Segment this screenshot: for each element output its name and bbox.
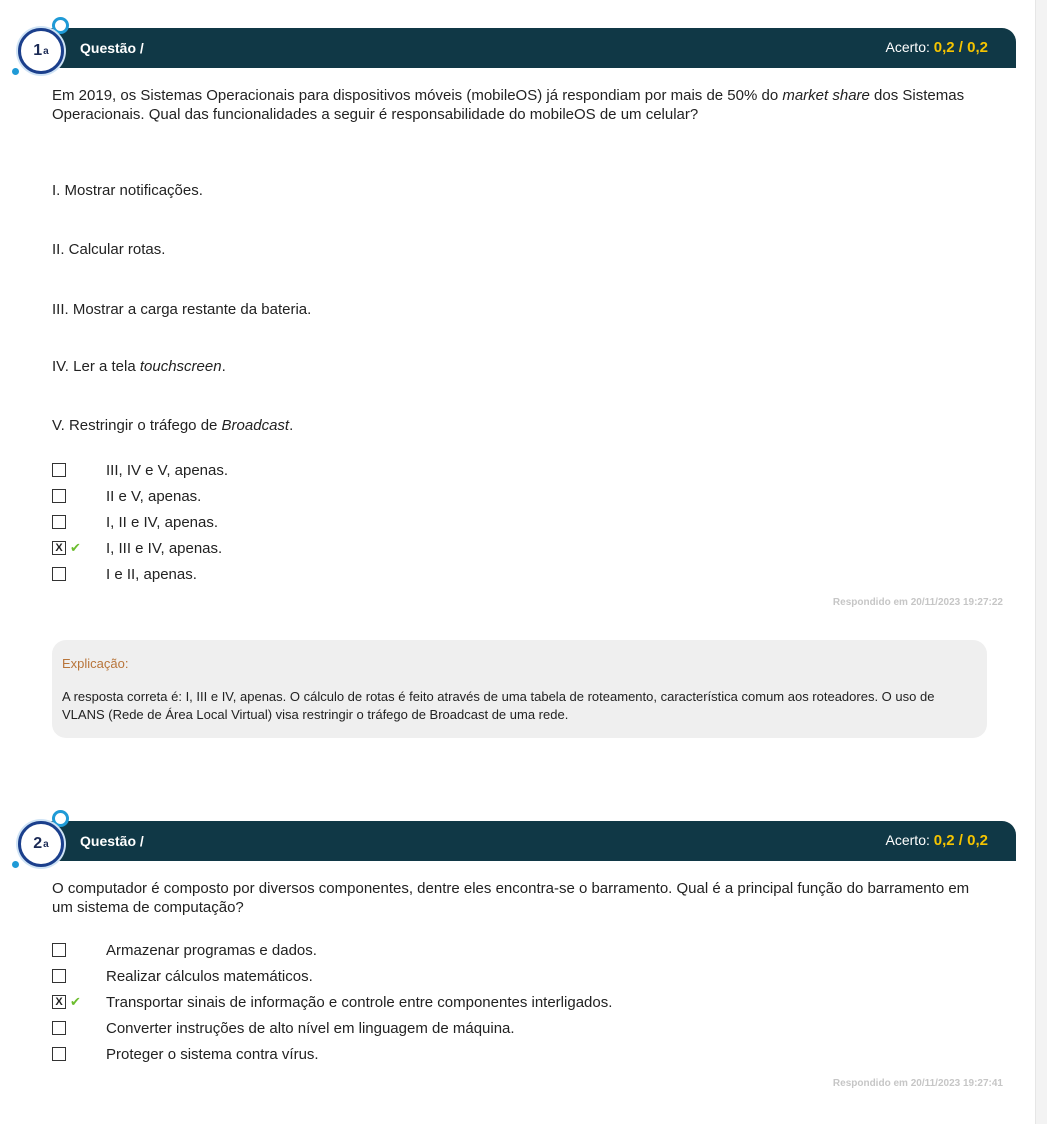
statement-item: IV. Ler a tela touchscreen. xyxy=(52,358,226,375)
answer-option-label: I, II e IV, apenas. xyxy=(106,513,219,531)
score-value: 0,2 xyxy=(933,39,955,56)
check-mark-icon: ✔ xyxy=(70,540,81,555)
answer-option[interactable] xyxy=(52,457,228,483)
answer-option-label: Armazenar programas e dados. xyxy=(106,941,317,959)
score-separator: / xyxy=(954,39,968,56)
checkbox-unchecked-icon[interactable] xyxy=(52,489,66,503)
question-ordinal: a xyxy=(43,838,49,850)
answer-options xyxy=(52,937,612,1067)
question-number-badge xyxy=(18,28,64,74)
statement-item: V. Restringir o tráfego de Broadcast. xyxy=(52,417,294,434)
score-separator: / xyxy=(954,832,968,849)
question-number: 1 xyxy=(33,42,43,59)
score-total: 0,2 xyxy=(967,832,988,849)
question-title: Questão / xyxy=(80,40,144,56)
answer-option[interactable] xyxy=(52,561,228,587)
score xyxy=(886,832,988,849)
score-value: 0,2 xyxy=(933,832,955,849)
answer-options xyxy=(52,457,228,587)
answer-option[interactable] xyxy=(52,1015,612,1041)
question-number: 2 xyxy=(33,835,43,852)
score-label: Acerto: xyxy=(885,39,930,55)
answer-option-label: III, IV e V, apenas. xyxy=(106,461,229,479)
checkbox-checked-icon[interactable]: X xyxy=(52,541,66,555)
statement-item: II. Calcular rotas. xyxy=(52,241,166,258)
answered-timestamp: Respondido em 20/11/2023 19:27:22 xyxy=(832,597,1003,608)
answer-option[interactable] xyxy=(52,509,228,535)
score-label: Acerto: xyxy=(885,832,930,848)
answered-timestamp: Respondido em 20/11/2023 19:27:41 xyxy=(832,1078,1003,1089)
answer-option[interactable] xyxy=(52,937,612,963)
checkbox-checked-icon[interactable]: X xyxy=(52,995,66,1009)
answer-option-label: I, III e IV, apenas. xyxy=(106,539,223,557)
question-1-stem: Em 2019, os Sistemas Operacionais para dispositivos móveis (mobileOS) já respondiam por mais de 50% do market share dos Sistemas Operacionais. Qual das funcionalidades a seguir é responsabilidade do mobileOS de um celular? xyxy=(52,87,965,123)
decor-dot-icon xyxy=(12,861,19,868)
checkbox-unchecked-icon[interactable] xyxy=(52,943,66,957)
answer-option-label: Realizar cálculos matemáticos. xyxy=(106,967,313,985)
question-ordinal: a xyxy=(43,45,49,57)
answer-option[interactable] xyxy=(52,483,228,509)
score-total: 0,2 xyxy=(967,39,988,56)
score xyxy=(886,39,988,56)
checkbox-unchecked-icon[interactable] xyxy=(52,463,66,477)
answer-option-label: I e II, apenas. xyxy=(106,565,197,583)
checkbox-unchecked-icon[interactable] xyxy=(52,969,66,983)
answer-option-label: Transportar sinais de informação e controle entre componentes interligados. xyxy=(106,993,613,1011)
explanation-text: A resposta correta é: I, III e IV, apenas. O cálculo de rotas é feito através de uma tabela de roteamento, característica comum aos roteadores. O uso de VLANS (Rede de Área Local Virtual) visa restringir o tráfego de Broadcast de uma rede. xyxy=(62,689,935,722)
question-title: Questão / xyxy=(80,833,144,849)
answer-option-selected[interactable] xyxy=(52,989,612,1015)
explanation-box xyxy=(52,640,987,738)
question-2-stem: O computador é composto por diversos componentes, dentre eles encontra-se o barramento. Qual é a principal função do barramento em um sistema de computação? xyxy=(52,880,970,916)
answer-option-label: Proteger o sistema contra vírus. xyxy=(106,1045,319,1063)
scrollbar-track[interactable] xyxy=(1035,0,1047,1124)
decor-dot-icon xyxy=(12,68,19,75)
checkbox-unchecked-icon[interactable] xyxy=(52,1047,66,1061)
checkbox-unchecked-icon[interactable] xyxy=(52,1021,66,1035)
checkbox-unchecked-icon[interactable] xyxy=(52,515,66,529)
answer-option-label: Converter instruções de alto nível em linguagem de máquina. xyxy=(106,1019,515,1037)
answer-option[interactable] xyxy=(52,963,612,989)
check-mark-icon: ✔ xyxy=(70,994,81,1009)
question-header xyxy=(44,28,1016,68)
answer-option[interactable] xyxy=(52,1041,612,1067)
answer-option-label: II e V, apenas. xyxy=(106,487,202,505)
explanation-title: Explicação: xyxy=(62,656,129,671)
answer-option-selected[interactable] xyxy=(52,535,228,561)
question-header xyxy=(44,821,1016,861)
question-number-badge xyxy=(18,821,64,867)
statement-item: I. Mostrar notificações. xyxy=(52,182,203,199)
checkbox-unchecked-icon[interactable] xyxy=(52,567,66,581)
statement-item: III. Mostrar a carga restante da bateria. xyxy=(52,301,312,318)
